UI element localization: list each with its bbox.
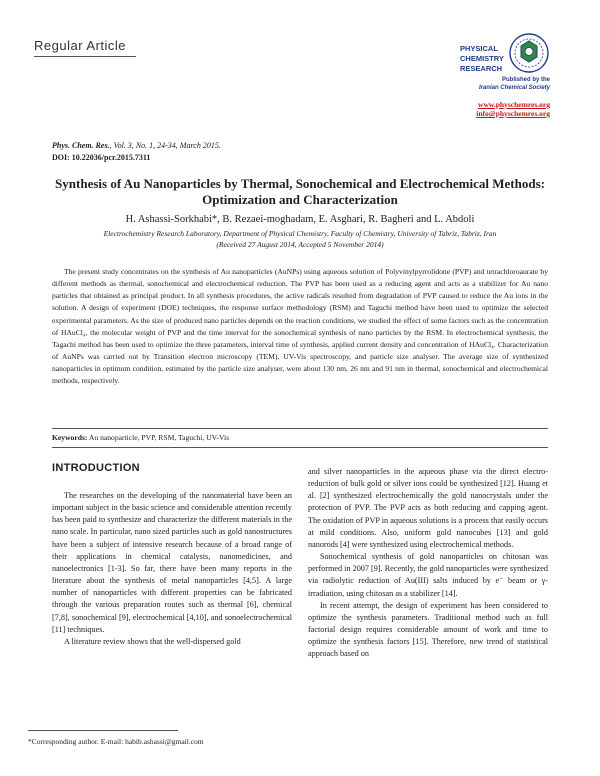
- author-list: H. Ashassi-Sorkhabi*, B. Rezaei-moghadam, E. Asghari, R. Bagheri and L. Abdoli: [125, 214, 475, 225]
- keywords-line: [52, 433, 548, 443]
- divider-bottom: [52, 447, 548, 448]
- journal-name-line-3: RESEARCH: [460, 64, 503, 73]
- right-column: [308, 466, 548, 661]
- keywords-label: Keywords:: [52, 433, 88, 442]
- affiliation: Electrochemistry Research Laboratory, Department of Physical Chemistry, Faculty of Chemistry, University of Tabriz, Tabriz, Iran: [103, 229, 497, 238]
- paper-title: Synthesis of Au Nanoparticles by Thermal, Sonochemical and Electrochemical Methods: Optimization and Characterization: [55, 176, 545, 207]
- received-dates: (Received 27 August 2014, Accepted 5 November 2014): [216, 240, 384, 249]
- publisher-info: [460, 76, 550, 92]
- body-paragraph: In recent attempt, the design of experiment has been considered to optimize the synthesis parameters. Traditional method such as full factorial design requires considerable amount of work and time to optimize the synthesis factors [15]. Therefore, new trend of statistical approach based on: [308, 600, 548, 659]
- body-paragraph: The researches on the developing of the nanomaterial have been an important subject in the basic science and considerable attention recently has been paid to synthesize and characterize the different materials in the nano scale. In particular, nano sized particles such as gold nanostructures have been a subject of intensive research because of a broad range of their applications in chemical catalysis, nanomedicines, and nanoelectronics [1-3]. So far, there have been many reports in the literature about the synthesis of metal nanoparticles [4,5]. A large number of nanoparticles with different properties can be fabricated through the various preparation routes such as thermal [6], chemical [7,8], sonochemical [9], electrochemical [4,10], and sonoelectrochemical [11] techniques.: [52, 491, 292, 634]
- article-type-underline: [34, 56, 136, 57]
- abstract-paragraph: The present study concentrates on the synthesis of Au nanoparticles (AuNPs) using aqueous solution of Polyvinylpyrrolidone (PVP) and tetrachloroaurate by different methods as thermal, sonochemical and electrochemical reduction. The PVP has been used as a reducing agent and acts as a stabilizer for Au nano particles that obtained as principal product. In all synthesis procedures, the active radicals resulted from degradation of PVP caused to reduce the Au ions in the solution. A design of experiment (DOE) techniques, the response surface methodology (RSM) and Taguchi method have been used to optimize the selected experimental parameters. As the size of produced nano particles depends on the reaction conditions, we studied the effect of some factors such as the concentration of HAuCl₄, the molecular weight of PVP and the time interval for the sonochemical synthesis of nano particles by the RSM. In electrochemical synthesis, the Tagachi method has been used to optimize the three parameters, interval time of synthesis, applied current density and concentration of HAuCl₄. Characterization of AuNPs was carried out by Transition electron microscopy (TEM), UV-Vis spectroscopy, and particle size analyser. The average size of synthesized nanoparticles in optimum condition, estimated by the particle size analyser, were about 130 nm, 26 nm and 91 nm in thermal, sonochemical and electrochemical methods, respectively.: [52, 267, 548, 386]
- section-heading: INTRODUCTION: [52, 462, 140, 474]
- society-name: Iranian Chemical Society: [478, 85, 550, 91]
- website-link[interactable]: www.physchemres.org: [478, 100, 550, 109]
- divider-top: [52, 428, 548, 429]
- article-type-label: Regular Article: [34, 38, 127, 53]
- citation-journal: Phys. Chem. Res.: [52, 141, 110, 150]
- left-column: [52, 490, 292, 648]
- journal-links: [440, 100, 550, 118]
- citation-volume: , Vol. 3, No. 1, 24-34, March 2015.: [109, 141, 221, 150]
- body-paragraph: and silver nanoparticles in the aqueous phase via the direct electro-reduction of bulk gold or silver ions could be synthesized [12]. Huang et al. [2] synthesized electrochemically the gold nanocrystals under the protection of PVP. The PVP acts as both reducing and capping agent. The oxidation of PVP in aqueous solutions is a process that easily occurs at mild conditions. Also, uniform gold nanocubes [13] and gold nanorods [4] were synthesized using electrochemical methods.: [308, 467, 548, 549]
- journal-logo-icon: [508, 32, 550, 74]
- keywords-list: Au nanoparticle, PVP, RSM, Taguchi, UV-Vis: [87, 433, 230, 442]
- journal-name-line-1: PHYSICAL: [460, 44, 498, 53]
- corresponding-author-footnote: *Corresponding author. E-mail: habib.ashassi@gmail.com: [28, 737, 204, 746]
- doi-text[interactable]: DOI: 10.22036/pcr.2015.7311: [52, 153, 151, 162]
- journal-name-line-2: CHEMISTRY: [460, 54, 504, 63]
- email-link[interactable]: info@physchemres.org: [476, 109, 550, 118]
- citation-line: [52, 140, 221, 151]
- body-paragraph: Sonochemical synthesis of gold nanoparticles on chitosan was performed in 2007 [9]. Recently, the gold nanoparticles were synthesized via radiolytic reduction of Au(III) salts induced by e⁻ beam or γ- irradiation, using chitosan as a stabilizer [14].: [308, 552, 548, 598]
- body-paragraph: A literature review shows that the well-dispersed gold: [64, 636, 241, 646]
- footnote-divider: [28, 730, 178, 731]
- published-by-text: Published by the: [501, 77, 550, 83]
